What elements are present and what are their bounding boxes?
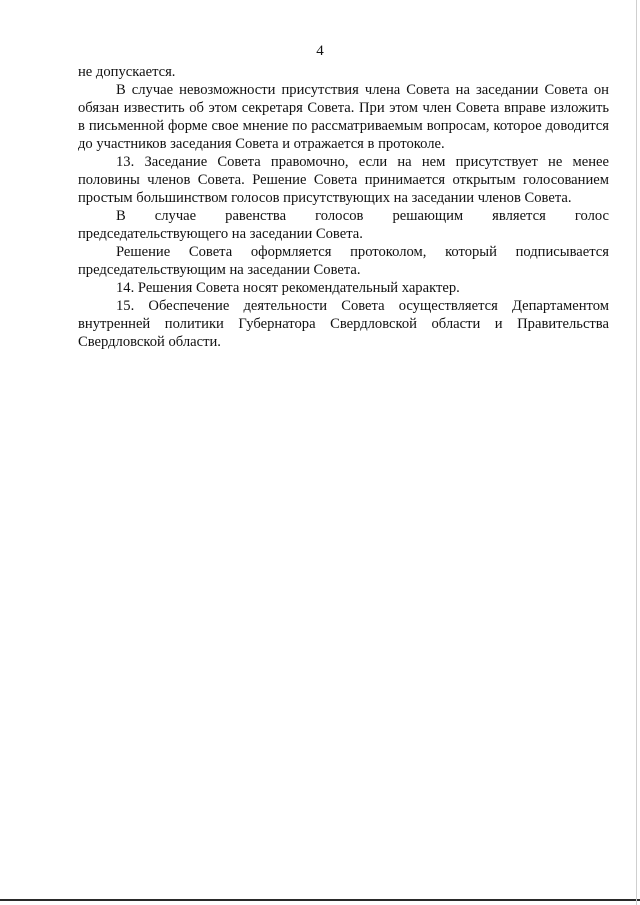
paragraph-13-quorum: 13. Заседание Совета правомочно, если на нем присутствует не менее половины членов Совета. Решение Совета принимается открытым голосованием простым большинством голосов присутствующих на заседании членов Совета.	[78, 154, 609, 206]
paragraph-absence-notice: В случае невозможности присутствия члена Совета на заседании Совета он обязан известить об этом секретаря Совета. При этом член Совета вправе изложить в письменной форме свое мнение по рассматриваемым вопросам, которое доводится до участников заседания Совета и отражается в протоколе.	[78, 82, 609, 152]
document-body	[78, 63, 609, 351]
paragraph-14-recommendations: 14. Решения Совета носят рекомендательный характер.	[116, 280, 460, 296]
page-number: 4	[316, 43, 324, 59]
paragraph-protocol: Решение Совета оформляется протоколом, который подписывается председательствующим на заседании Совета.	[78, 244, 609, 278]
scan-bottom-edge	[0, 899, 640, 901]
scan-right-edge	[636, 0, 637, 905]
paragraph-tie-vote: В случае равенства голосов решающим является голос председательствующего на заседании Совета.	[78, 208, 609, 242]
paragraph-continuation: не допускается.	[78, 64, 176, 80]
paragraph-15-support: 15. Обеспечение деятельности Совета осуществляется Департаментом внутренней политики Губернатора Свердловской области и Правительства Свердловской области.	[78, 298, 609, 350]
